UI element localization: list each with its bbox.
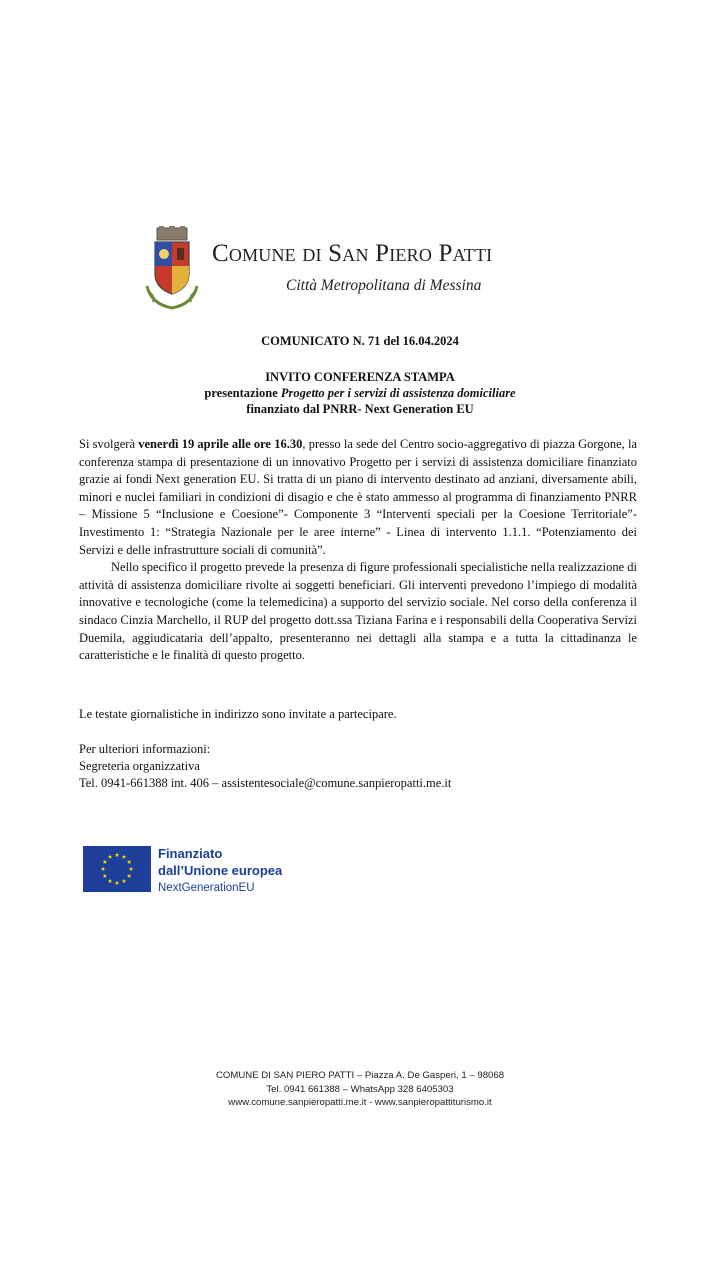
- org-subtitle: Città Metropolitana di Messina: [286, 277, 482, 294]
- funding-line: finanziato dal PNRR- Next Generation EU: [246, 402, 474, 416]
- body-text: [79, 436, 637, 665]
- footer-websites: www.comune.sanpieropatti.me.it - www.sanpieropattiturismo.it: [228, 1097, 492, 1109]
- org-name: Comune di San Piero Patti: [212, 240, 493, 267]
- p1-intro: Si svolgerà: [79, 437, 139, 451]
- contacts-label: Per ulteriori informazioni:: [79, 742, 211, 756]
- project-title: Progetto per i servizi di assistenza domiciliare: [280, 386, 516, 400]
- footer-address: COMUNE DI SAN PIERO PATTI – Piazza A. De Gasperi, 1 – 98068: [215, 1070, 505, 1081]
- eu-funding-logo: [158, 845, 282, 897]
- paragraph-2: Nello specifico il progetto prevede la presenza di figure professionali specialistiche nella realizzazione di attività di assistenza domiciliare rivolte ai soggetti beneficiari. Gli interventi prevedono l’impiego di modalità innovative e tecnologiche (come la telemedicina) a supporto del servizio sociale. Nel corso della conferenza il sindaco Cinzia Marchello, il RUP del progetto dott.ssa Tiziana Farina e i responsabili della Cooperativa Servizi Duemila, aggiudicataria dell’appalto, presenteranno nei dettagli alla stampa e a tutta la cittadinanza le caratteristiche e le finalità di questo progetto.: [79, 560, 637, 663]
- eu-flag-icon: [83, 846, 151, 892]
- presentation-prefix: presentazione: [204, 386, 278, 400]
- event-datetime: venerdì 19 aprile alle ore 16.30: [138, 437, 303, 451]
- communique-number: COMUNICATO N. 71 del 16.04.2024: [261, 334, 459, 348]
- contacts-phone-email: Tel. 0941-661388 int. 406 – assistentesociale@comune.sanpieropatti.me.it: [79, 776, 452, 790]
- press-invite-line: Le testate giornalistiche in indirizzo sono invitate a partecipare.: [79, 707, 397, 721]
- invite-title: INVITO CONFERENZA STAMPA: [265, 370, 455, 384]
- invite-heading: [0, 369, 720, 417]
- municipal-crest-icon: [141, 226, 203, 312]
- eu-line-3: NextGenerationEU: [158, 882, 255, 894]
- footer-phone: Tel. 0941 661388 – WhatsApp 328 6405303: [266, 1083, 454, 1095]
- footer: [0, 1069, 720, 1110]
- contacts-office: Segreteria organizzativa: [79, 759, 200, 773]
- contacts-block: [79, 741, 451, 792]
- eu-line-1: Finanziato: [158, 846, 223, 861]
- paragraph-1: [79, 436, 637, 559]
- eu-line-2: dall’Unione europea: [158, 863, 283, 878]
- presentation-line: [0, 385, 720, 401]
- p1-rest: , presso la sede del Centro socio-aggregativo di piazza Gorgone, la conferenza stampa di presentazione di un innovativo Progetto per i servizi di assistenza domiciliare finanziato grazie ai fondi Next generation EU. Si tratta di un piano di intervento destinato ad anziani, diversamente abili, minori e nuclei familiari in condizioni di disagio e che è stato ammesso al programma di finanziamento PNRR – Missione 5 “Inclusione e Coesione”- Componente 3 “Interventi speciali per la Coesione Territoriale”- Investimento 1: “Strategia Nazionale per le aree interne” - Linea di intervento 1.1.1. “Potenziamento dei Servizi e delle infrastrutture sociali di comunità”.: [79, 437, 637, 557]
